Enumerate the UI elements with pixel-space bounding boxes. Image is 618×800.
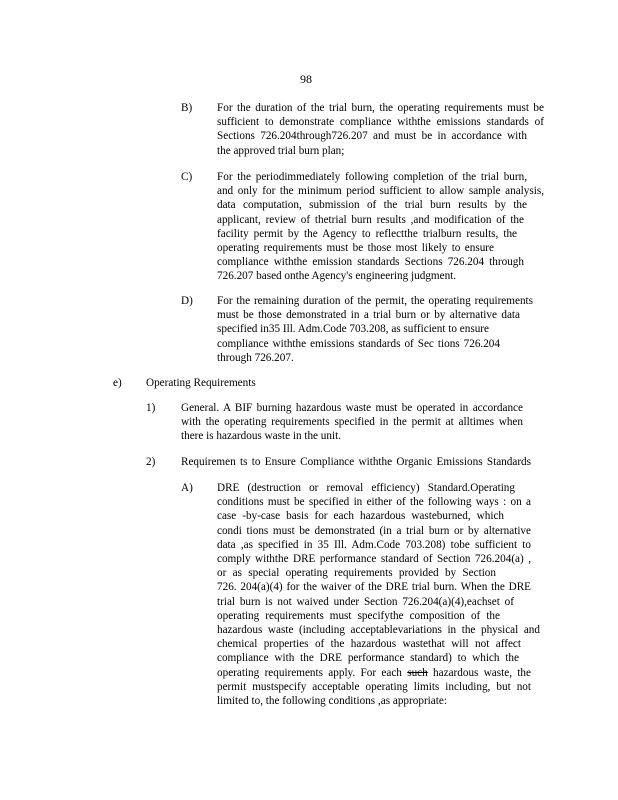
text-line: 726.207 based onthe Agency's engineering judgment. (217, 270, 457, 283)
text-line: trial burn is not waived under Section 726.204(a)(4),eachset of (217, 595, 514, 608)
text-line: operating requirements must specifythe composition of the (217, 609, 500, 622)
text-line: condi tions must be demonstrated (in a trial burn or by alternative (217, 524, 531, 537)
item-2a-label: A) (181, 482, 193, 494)
text-line: General. A BIF burning hazardous waste must be operated in accordance (181, 402, 523, 414)
text-line: For the periodimmediately following completion of the trial burn, (217, 171, 527, 183)
text-line: or as special operating requirements provided by Section (217, 567, 496, 580)
line-text: operating requirements apply. For each (217, 666, 408, 679)
text-line: operating requirements must be those most likely to ensure (217, 242, 494, 255)
text-line: there is hazardous waste in the unit. (181, 430, 341, 443)
text-line: applicant, review of thetrial burn results ,and modification of the (217, 213, 524, 226)
text-line: sufficient to demonstrate compliance withthe emissions standards of (217, 116, 544, 129)
item-d-label: D) (181, 295, 193, 307)
item-c-text (217, 170, 544, 284)
text-line: permit mustspecify acceptable operating limits including, but not (217, 680, 531, 693)
text-line: with the operating requirements specified in the permit at alltimes when (181, 416, 523, 429)
text-line: and only for the minimum period sufficient to allow sample analysis, (217, 185, 544, 198)
text-line: 726. 204(a)(4) for the waiver of the DRE trial burn. When the DRE (217, 581, 531, 594)
text-line: compliance with the DRE performance standard) to which the (217, 652, 519, 665)
text-line: conditions must be specified in either of the following ways : on a (217, 496, 531, 509)
section-e-heading: Operating Requirements (146, 377, 256, 389)
item-b-text (217, 101, 544, 158)
text-line: limited to, the following conditions ,as appropriate: (217, 695, 447, 708)
page-number: 98 (300, 72, 312, 86)
text-line: comply withthe DRE performance standard of Section 726.204(a) , (217, 553, 531, 566)
text-line: case -by-case basis for each hazardous wasteburned, which (217, 510, 504, 523)
text-line: compliance withthe emissions standards of Sec tions 726.204 (217, 337, 500, 350)
text-line: data computation, submission of the trial burn results by the (217, 199, 527, 212)
text-line: chemical properties of the hazardous wastethat will not affect (217, 638, 521, 651)
text-line: specified in35 Ill. Adm.Code 703.208, as sufficient to ensure (217, 323, 489, 336)
text-line: For the duration of the trial burn, the operating requirements must be (217, 102, 544, 114)
item-d-text (217, 294, 533, 365)
item-2a-text (217, 481, 540, 708)
text-line: must be those demonstrated in a trial burn or by alternative data (217, 309, 520, 322)
text-line: the approved trial burn plan; (217, 144, 345, 157)
struck-text: such (407, 666, 428, 679)
item-1-label: 1) (146, 402, 156, 414)
item-1-text (181, 401, 523, 444)
item-2-label: 2) (146, 456, 156, 468)
text-line: data ,as specified in 35 Ill. Adm.Code 703.208) tobe sufficient to (217, 538, 531, 551)
text-line: hazardous waste (including acceptablevariations in the physical and (217, 624, 540, 637)
item-2-heading (181, 455, 531, 469)
item-b-label: B) (181, 102, 193, 114)
text-line (217, 666, 531, 680)
line-text-tail: hazardous waste, the (427, 666, 531, 679)
item-c-label: C) (181, 171, 193, 183)
text-line: For the remaining duration of the permit, the operating requirements (217, 295, 533, 307)
text-line: through 726.207. (217, 351, 294, 364)
text-line: DRE (destruction or removal efficiency) Standard.Operating (217, 482, 515, 494)
section-e-label: e) (113, 377, 122, 389)
text-line: facility permit by the Agency to reflectthe trialburn results, the (217, 227, 517, 240)
text-line: compliance withthe emission standards Sections 726.204 through (217, 256, 524, 269)
text-line: Sections 726.204through726.207 and must be in accordance with (217, 130, 527, 143)
text-line: Requiremen ts to Ensure Compliance withthe Organic Emissions Standards (181, 456, 531, 468)
